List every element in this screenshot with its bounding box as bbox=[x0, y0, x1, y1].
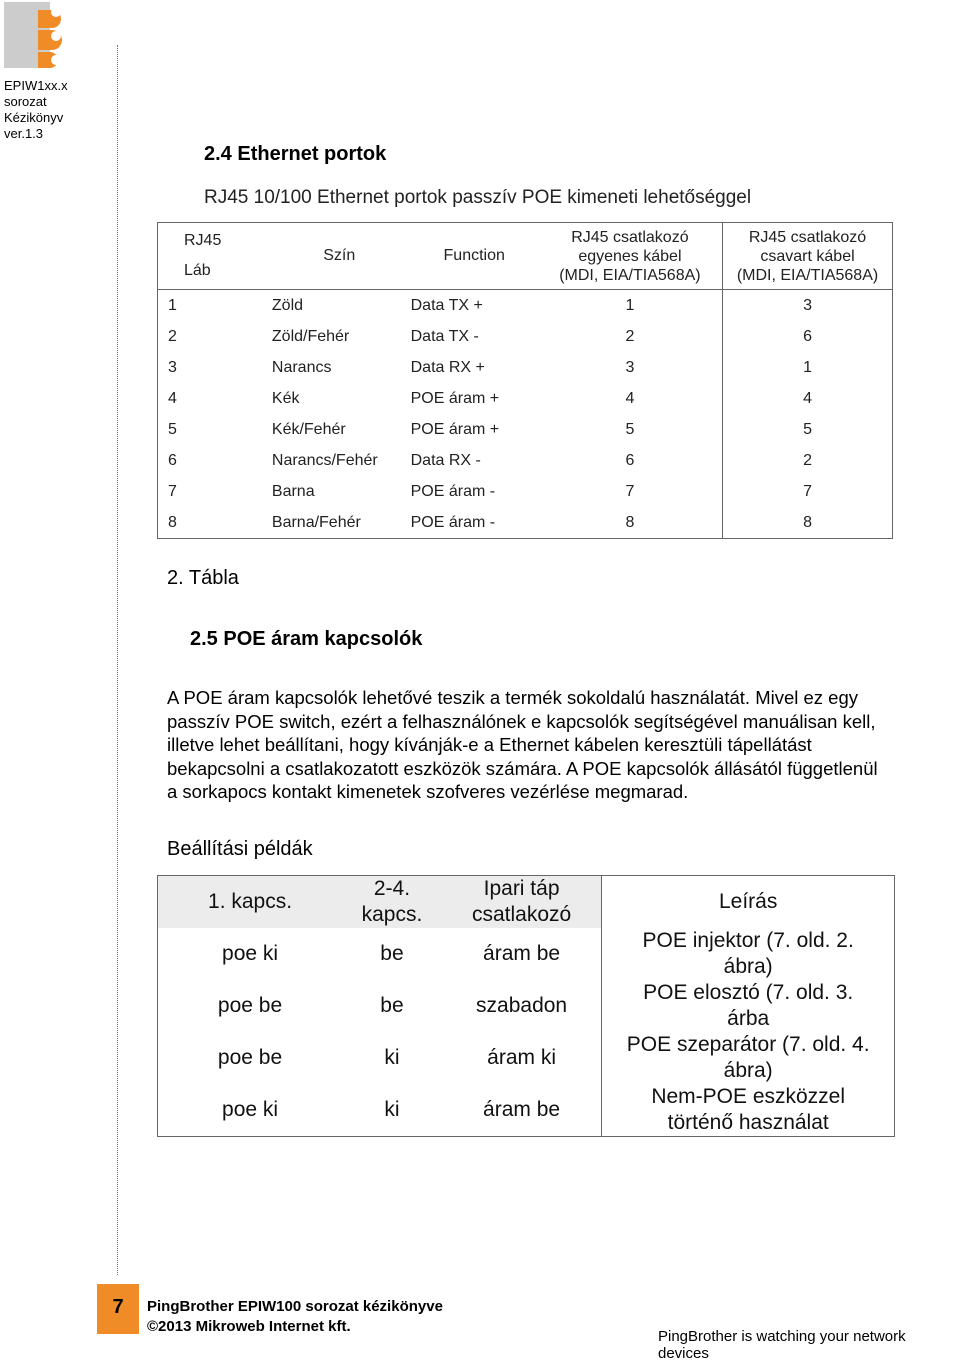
table-row bbox=[158, 928, 895, 980]
footer-tagline: PingBrother is watching your network devices bbox=[658, 1328, 906, 1362]
header-ipari-line1: Ipari táp bbox=[483, 877, 560, 900]
header-egyenes-line3: (MDI, EIA/TIA568A) bbox=[559, 266, 701, 284]
cell-leiras-line2: ábra) bbox=[723, 955, 773, 978]
cell-function: Data TX + bbox=[410, 296, 483, 314]
table-caption: 2. Tábla bbox=[167, 567, 239, 589]
cell-function: POE áram - bbox=[410, 513, 496, 531]
section-heading-ethernet: 2.4 Ethernet portok bbox=[204, 143, 387, 165]
table-row bbox=[158, 445, 893, 476]
cell-szin: Barna/Fehér bbox=[271, 513, 361, 531]
paragraph-line: A POE áram kapcsolók lehetővé teszik a termék sokoldalú használatát. Mivel ez egy bbox=[167, 687, 859, 708]
table-header-row bbox=[158, 876, 895, 929]
cell-function: Data RX - bbox=[410, 451, 481, 469]
cell-szin: Narancs/Fehér bbox=[271, 451, 378, 469]
cell-lab: 8 bbox=[168, 513, 177, 531]
cell-function: POE áram - bbox=[410, 482, 496, 500]
cell-csavart: 1 bbox=[803, 358, 812, 376]
cell-ipari: áram ki bbox=[487, 1046, 556, 1069]
section-subtitle: RJ45 10/100 Ethernet portok passzív POE kimeneti lehetőséggel bbox=[204, 187, 752, 208]
cell-lab: 3 bbox=[168, 358, 177, 376]
header-kapcs1: 1. kapcs. bbox=[208, 890, 293, 913]
cell-leiras bbox=[602, 1032, 895, 1084]
header-kapcs24-line1: 2-4. bbox=[373, 877, 411, 900]
meta-line: Kézikönyv bbox=[4, 110, 64, 125]
cell-ipari: áram be bbox=[483, 942, 561, 965]
switch-settings-table bbox=[157, 875, 895, 1137]
cell-szin: Kék/Fehér bbox=[271, 420, 346, 438]
cell-csavart: 5 bbox=[803, 420, 812, 438]
company-logo bbox=[4, 2, 66, 70]
cell-kapcs24: be bbox=[380, 994, 404, 1017]
cell-kapcs1: poe ki bbox=[222, 1098, 279, 1121]
examples-title: Beállítási példák bbox=[167, 838, 313, 860]
table-row bbox=[158, 507, 893, 539]
cell-kapcs24: ki bbox=[384, 1098, 400, 1121]
cell-lab: 2 bbox=[168, 327, 177, 345]
cell-csavart: 4 bbox=[803, 389, 812, 407]
header-kapcs24 bbox=[342, 876, 442, 929]
cell-kapcs1: poe ki bbox=[222, 942, 279, 965]
header-csavart-line1: RJ45 csatlakozó bbox=[748, 228, 867, 246]
header-ipari bbox=[442, 876, 602, 929]
cell-kapcs24: ki bbox=[384, 1046, 400, 1069]
cell-egyenes: 7 bbox=[538, 476, 723, 507]
cell-function: POE áram + bbox=[410, 389, 500, 407]
cell-lab: 5 bbox=[168, 420, 177, 438]
cell-lab: 1 bbox=[168, 296, 177, 314]
cell-csavart: 2 bbox=[803, 451, 812, 469]
paragraph-line: passzív POE switch, ezért a felhasználónek e kapcsolók segítségével manuálisan kell, bbox=[167, 710, 876, 732]
cell-csavart: 3 bbox=[803, 296, 812, 314]
cell-leiras bbox=[602, 980, 895, 1032]
cell-leiras bbox=[602, 1084, 895, 1137]
header-function: Function bbox=[407, 223, 538, 290]
cell-function: Data TX - bbox=[410, 327, 479, 345]
cell-ipari: áram be bbox=[483, 1098, 561, 1121]
meta-line: EPIW1xx.x bbox=[4, 78, 68, 93]
cell-egyenes: 4 bbox=[538, 383, 723, 414]
cell-szin: Narancs bbox=[271, 358, 332, 376]
cell-function: POE áram + bbox=[410, 420, 500, 438]
cell-lab: 6 bbox=[168, 451, 177, 469]
table-row bbox=[158, 1084, 895, 1137]
header-kapcs24-line2: kapcs. bbox=[361, 903, 423, 926]
cell-csavart: 8 bbox=[803, 513, 812, 531]
paragraph-line: a sorkapocs kontakt kimenetek szofveres vezérlése megmarad. bbox=[167, 781, 689, 802]
cell-leiras-line2: ábra) bbox=[723, 1059, 773, 1082]
cell-szin: Zöld bbox=[271, 296, 304, 314]
paragraph-line: bekapcsolni a csatlakozatott eszközök számára. A POE kapcsolók állásától függetlenül bbox=[167, 757, 878, 779]
footer-title: PingBrother EPIW100 sorozat kézikönyve bbox=[147, 1298, 443, 1315]
section-heading-poe: 2.5 POE áram kapcsolók bbox=[190, 628, 423, 650]
paragraph-line: illetve lehet beállítani, hogy kívánják-e a Ethernet kábelen keresztüli tápellátást bbox=[167, 734, 812, 755]
page-number: 7 bbox=[112, 1296, 124, 1318]
cell-szin: Zöld/Fehér bbox=[271, 327, 350, 345]
cell-kapcs1: poe be bbox=[217, 994, 283, 1017]
header-csavart-line3: (MDI, EIA/TIA568A) bbox=[736, 266, 879, 284]
cell-leiras-line2: történő használat bbox=[667, 1111, 829, 1134]
cell-function: Data RX + bbox=[410, 358, 485, 376]
table-row bbox=[158, 352, 893, 383]
header-egyenes bbox=[538, 223, 723, 290]
table-row bbox=[158, 980, 895, 1032]
cell-ipari: szabadon bbox=[476, 994, 568, 1017]
cell-leiras-line2: árba bbox=[727, 1007, 770, 1030]
header-ipari-line2: csatlakozó bbox=[471, 903, 572, 926]
cell-lab: 7 bbox=[168, 482, 177, 500]
table-row bbox=[158, 476, 893, 507]
poe-paragraph bbox=[167, 686, 960, 804]
table-row bbox=[158, 383, 893, 414]
cell-leiras-line1: POE elosztó (7. old. 3. bbox=[643, 981, 854, 1004]
table-row bbox=[158, 321, 893, 352]
header-egyenes-line1: RJ45 csatlakozó bbox=[571, 228, 689, 246]
meta-line: ver.1.3 bbox=[4, 126, 44, 141]
header-szin: Szín bbox=[270, 223, 407, 290]
header-csavart bbox=[723, 223, 893, 290]
table-row bbox=[158, 290, 893, 322]
cell-szin: Kék bbox=[271, 389, 300, 407]
header-egyenes-line2: egyenes kábel bbox=[578, 247, 682, 265]
cell-leiras-line1: Nem-POE eszközzel bbox=[651, 1085, 846, 1108]
cell-lab: 4 bbox=[168, 389, 177, 407]
header-lab bbox=[158, 223, 270, 290]
header-lab-line2: Láb bbox=[184, 262, 211, 279]
meta-line: sorozat bbox=[4, 94, 47, 109]
table-header-row bbox=[158, 223, 893, 290]
cell-egyenes: 2 bbox=[538, 321, 723, 352]
cell-kapcs24: be bbox=[380, 942, 404, 965]
table-row bbox=[158, 1032, 895, 1084]
cell-leiras-line1: POE szeparátor (7. old. 4. bbox=[626, 1033, 870, 1056]
cell-egyenes: 6 bbox=[538, 445, 723, 476]
cell-egyenes: 8 bbox=[538, 507, 723, 539]
header-lab-line1: RJ45 bbox=[184, 232, 222, 249]
cell-kapcs1: poe be bbox=[217, 1046, 283, 1069]
cell-egyenes: 5 bbox=[538, 414, 723, 445]
cell-egyenes: 1 bbox=[538, 290, 723, 322]
document-meta bbox=[4, 78, 68, 142]
footer-copyright: ©2013 Mikroweb Internet kft. bbox=[147, 1318, 351, 1335]
table-row bbox=[158, 414, 893, 445]
cell-csavart: 7 bbox=[803, 482, 812, 500]
header-csavart-line2: csavart kábel bbox=[760, 247, 855, 265]
cell-leiras bbox=[602, 928, 895, 980]
header-leiras: Leírás bbox=[602, 876, 895, 929]
pinout-table bbox=[157, 222, 893, 539]
cell-szin: Barna bbox=[271, 482, 315, 500]
margin-divider bbox=[117, 45, 118, 1275]
cell-egyenes: 3 bbox=[538, 352, 723, 383]
cell-csavart: 6 bbox=[803, 327, 812, 345]
cell-leiras-line1: POE injektor (7. old. 2. bbox=[642, 929, 854, 952]
